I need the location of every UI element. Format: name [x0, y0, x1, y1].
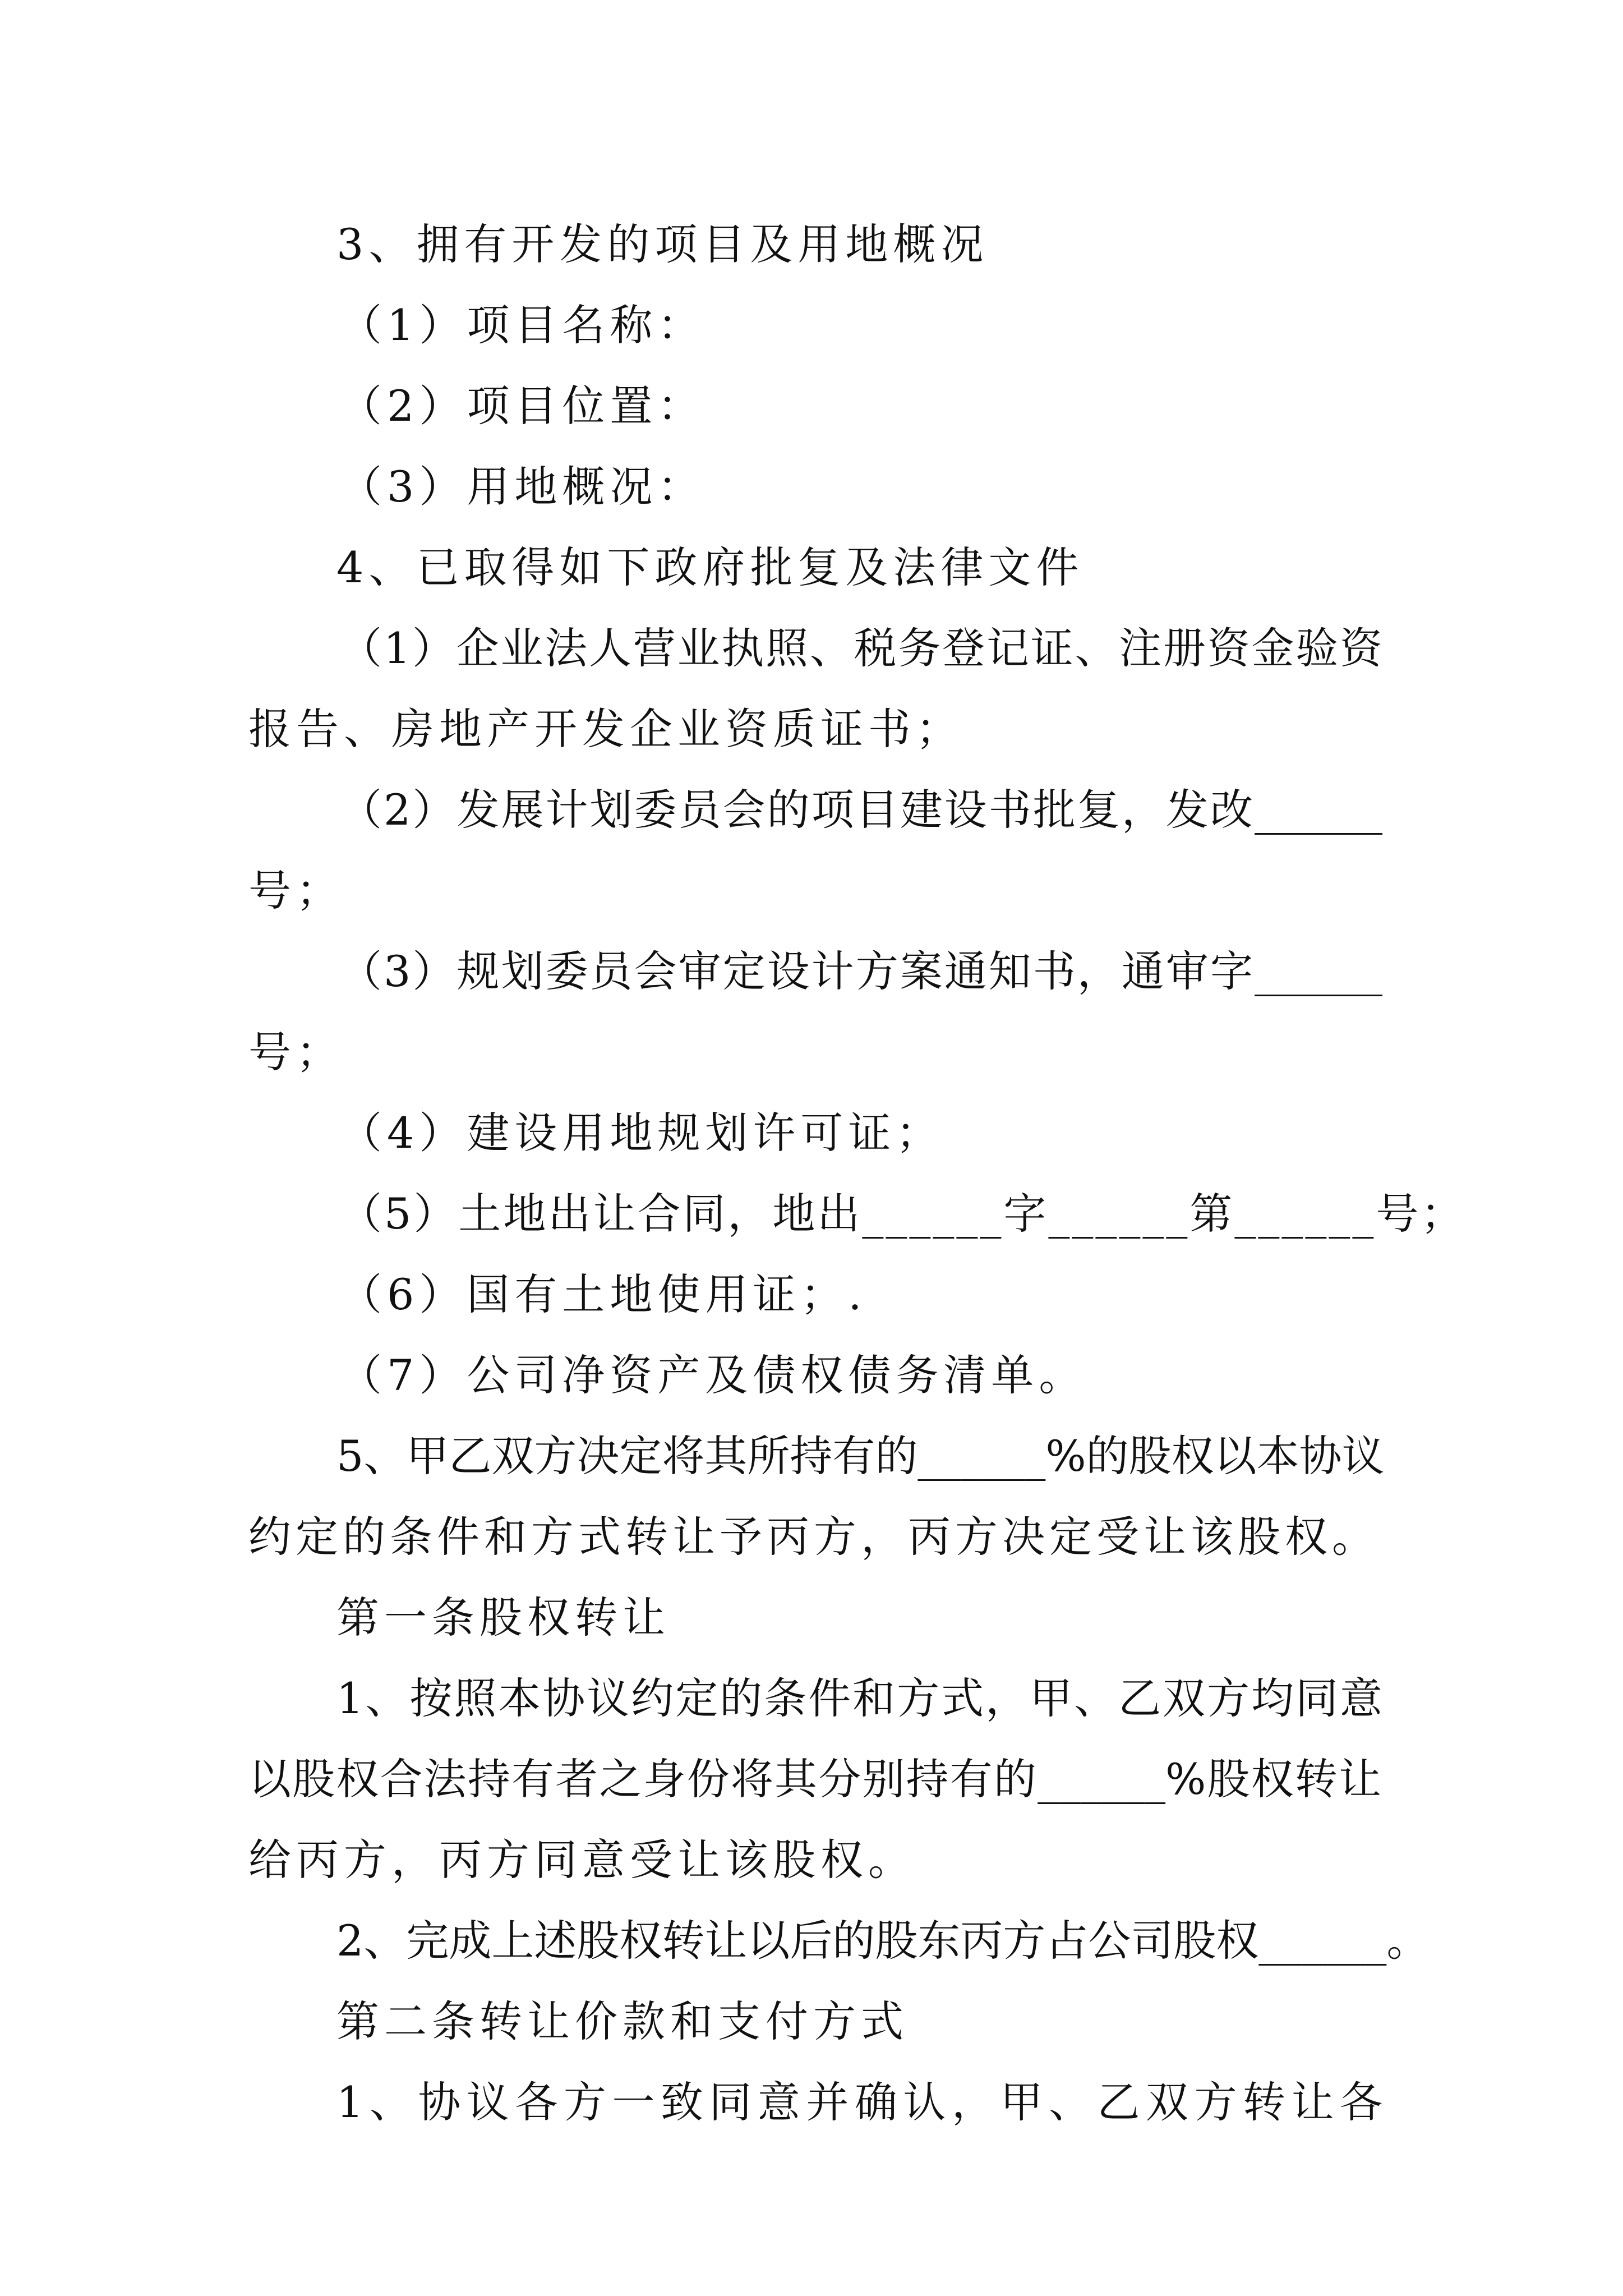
article-1-para-1-end: 给丙方，丙方同意受让该股权。: [248, 1835, 916, 1885]
section-heading-projects: 3、拥有开发的项目及用地概况: [336, 219, 989, 269]
article-2-para-1: 1、协议各方一致同意并确认，甲、乙双方转让各: [336, 2077, 1382, 2127]
item-project-name: （1）项目名称：: [339, 300, 706, 350]
item-land-use-certificate: （6）国有土地使用证；.: [339, 1269, 867, 1319]
article-1-heading: 第一条股权转让: [336, 1593, 670, 1642]
item-land-transfer-contract: （5）土地出让合同，地出______字______第______号；: [339, 1189, 1466, 1239]
article-1-para-1-cont: 以股权合法持有者之身份将其分别持有的______%股权转让: [248, 1754, 1381, 1804]
article-1-para-1: 1、按照本协议约定的条件和方式，甲、乙双方均同意: [336, 1673, 1382, 1723]
item-planning-approval-cont: 号；: [248, 866, 344, 915]
item-design-notice-cont: 号；: [248, 1027, 344, 1077]
item-business-license-cont: 报告、房地产开发企业资质证书；: [248, 704, 963, 754]
item-planning-approval: （2）发展计划委员会的项目建设书批复，发改______: [339, 785, 1382, 835]
clause-5-equity-decision: 5、甲乙双方决定将其所持有的______%的股权以本协议: [336, 1431, 1385, 1481]
article-1-para-2: 2、完成上述股权转让以后的股东丙方占公司股权______。: [336, 1916, 1430, 1966]
section-heading-approvals: 4、已取得如下政府批复及法律文件: [336, 542, 1084, 592]
item-design-notice: （3）规划委员会审定设计方案通知书，通审字______: [339, 946, 1382, 996]
clause-5-equity-decision-cont: 约定的条件和方式转让予丙方，丙方决定受让该股权。: [248, 1512, 1379, 1562]
item-project-location: （2）项目位置：: [339, 381, 706, 431]
item-asset-list: （7）公司净资产及债权债务清单。: [339, 1350, 1087, 1400]
item-business-license: （1）企业法人营业执照、税务登记证、注册资金验资: [339, 623, 1382, 673]
article-2-heading: 第二条转让价款和支付方式: [336, 1996, 909, 2046]
item-land-use-permit: （4）建设用地规划许可证；: [339, 1108, 944, 1158]
item-land-overview: （3）用地概况：: [339, 462, 706, 512]
